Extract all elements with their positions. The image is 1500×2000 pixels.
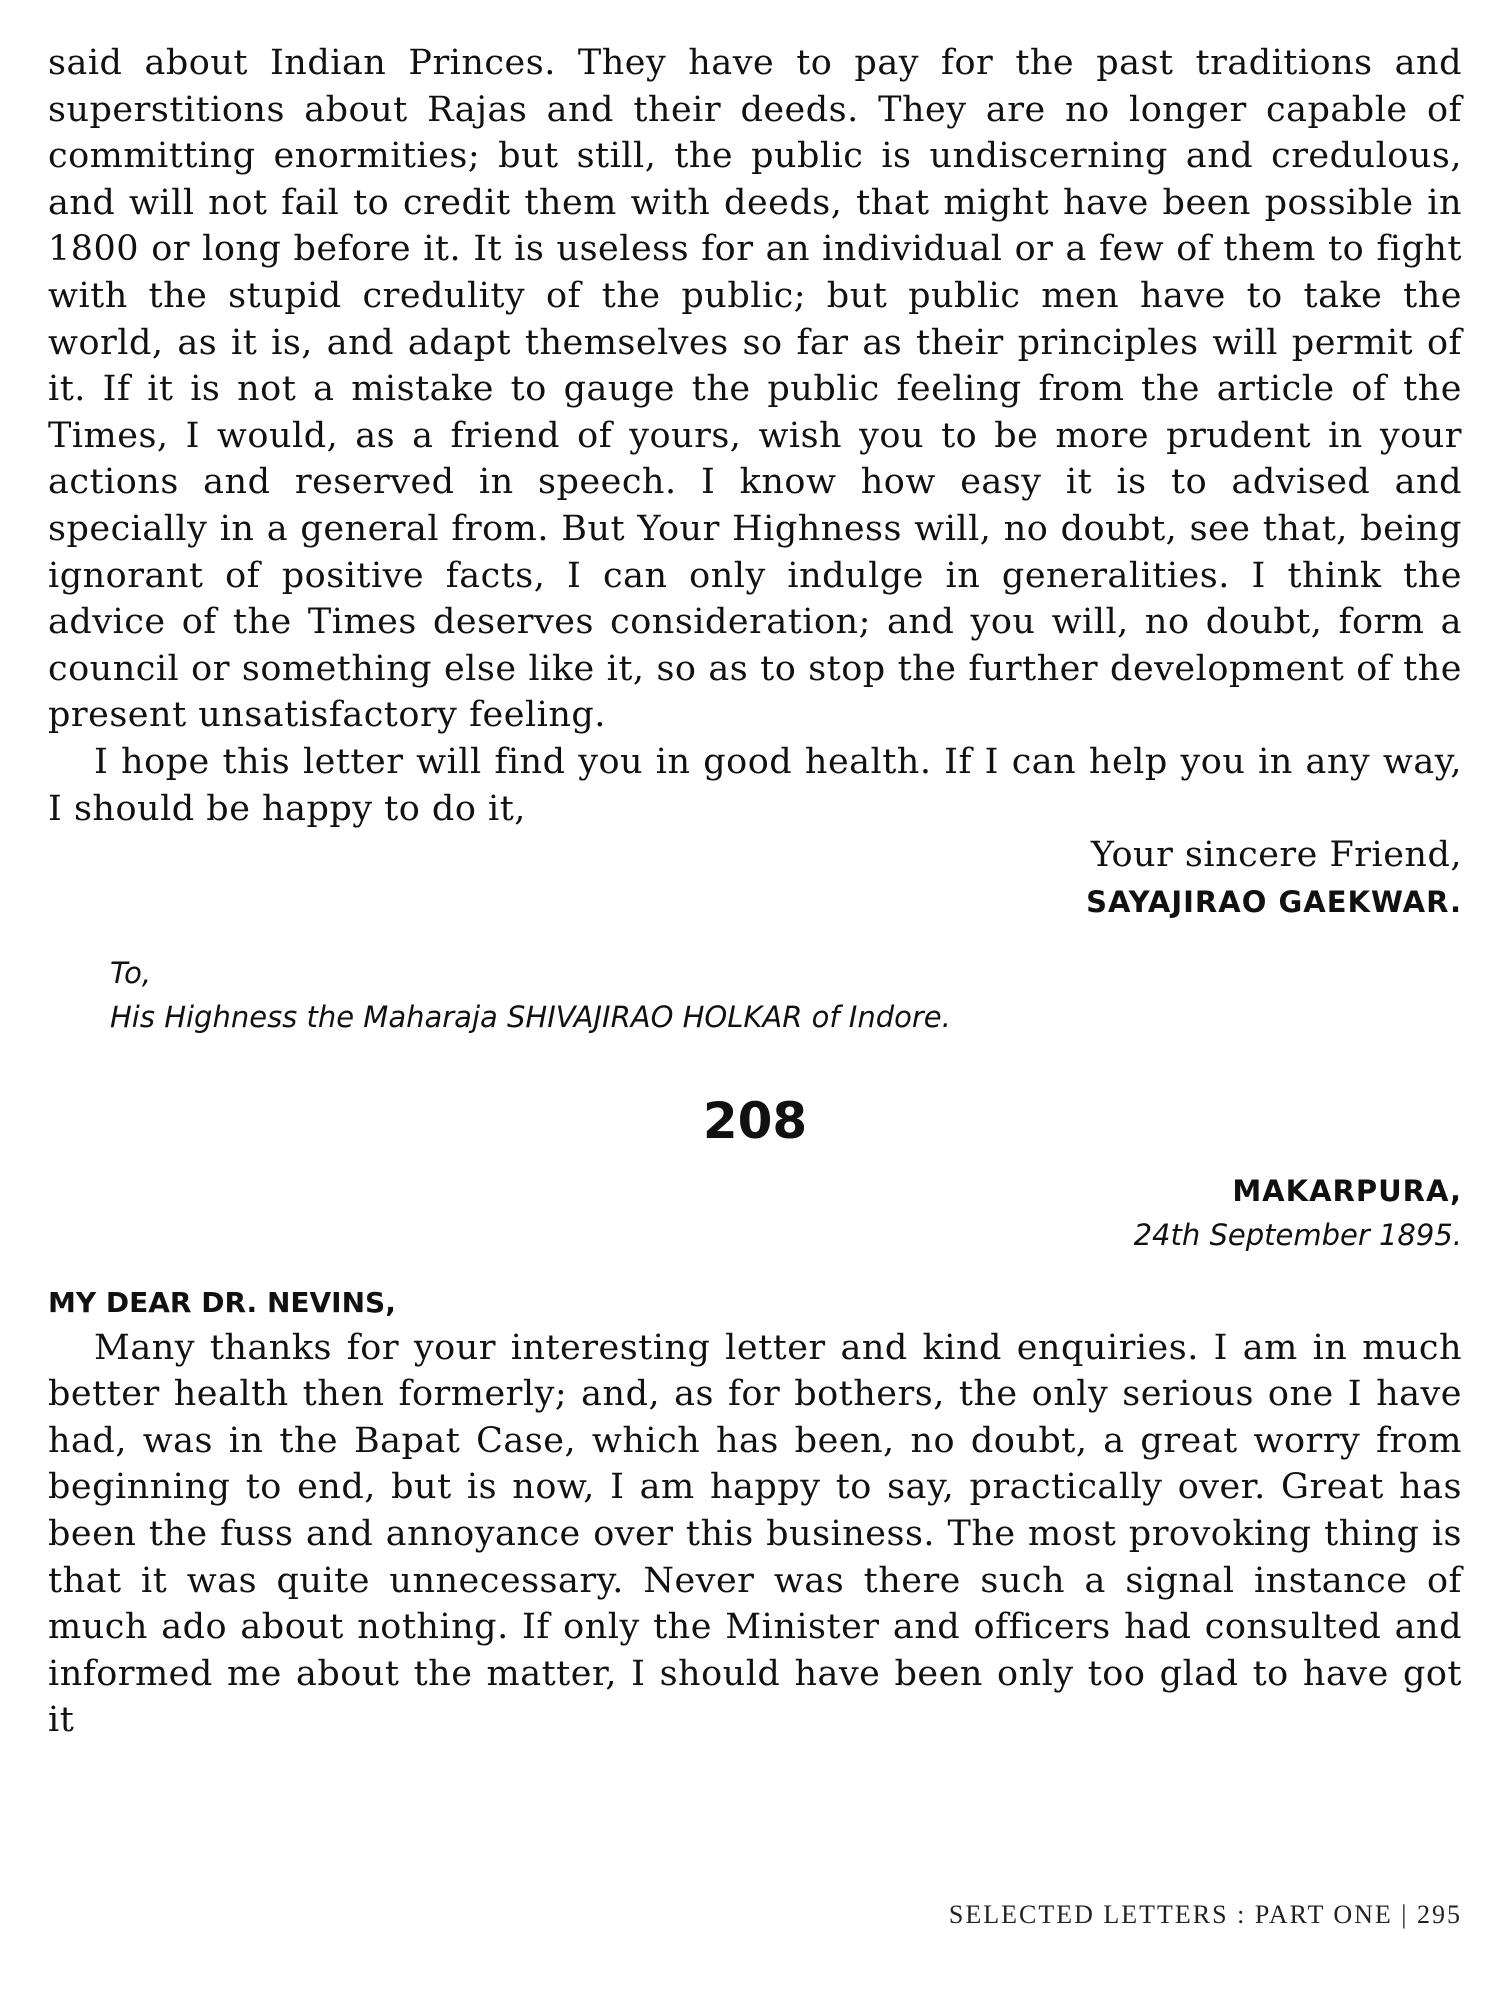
letter-207-body: said about Indian Princes. They have to pay for the past traditions and superstitions about Rajas and their deeds. They are no longer capable of committing enormities; but still, the public is undiscerning and credulous, and will not fail to credit them with deeds, that might have been possible in 1800 or long before it. It is useless for an individual or a few of them to fight with the stupid credulity of the public; but public men have to take the world, as it is, and adapt themselves so far as their principles will permit of it. If it is not a mistake to gauge the public feeling from the article of the Times, I would, as a friend of yours, wish you to be more prudent in your actions and reserved in speech. I know how easy it is to advised and specially in a general from. But Your Highness will, no doubt, see that, being ignorant of positive facts, I can only indulge in generalities. I think the advice of the Times deserves consideration; and you will, no doubt, form a council or something else like it, so as to stop the further development of the present unsatisfactory feeling. — [48, 43, 1462, 736]
page-footer: SELECTED LETTERS : PART ONE | 295 — [948, 1900, 1462, 1929]
letter-207-signature: SAYAJIRAO GAEKWAR. — [1086, 884, 1462, 919]
letter-number: 208 — [702, 1091, 808, 1150]
address-recipient: His Highness the Maharaja SHIVAJIRAO HOLKAR of Indore. — [110, 999, 951, 1034]
letter-208-salutation: MY DEAR DR. NEVINS, — [48, 1285, 396, 1319]
document-page — [48, 40, 1462, 1744]
letter-208-body: Many thanks for your interesting letter and kind enquiries. I am in much better health then formerly; and, as for bothers, the only serious one I have had, was in the Bapat Case, which has been, no doubt, a great worry from beginning to end, but is now, I am happy to say, practically over. Great has been the fuss and annoyance over this business. The most provoking thing is that it was quite unnecessary. Never was there such a signal instance of much ado about nothing. If only the Minister and officers had consulted and informed me about the matter, I should have been only too glad to have got it — [48, 1327, 1462, 1741]
letter-207-address — [110, 951, 1462, 1039]
letter-207-valediction: Your sincere Friend, — [1090, 835, 1462, 876]
letter-208-place: MAKARPURA, — [1232, 1173, 1462, 1208]
letter-208-date: 24th September 1895. — [1133, 1217, 1462, 1252]
letter-207-closing-paragraph: I hope this letter will find you in good health. If I can help you in any way, I should be happy to do it, — [48, 741, 1462, 829]
address-to: To, — [110, 955, 152, 990]
